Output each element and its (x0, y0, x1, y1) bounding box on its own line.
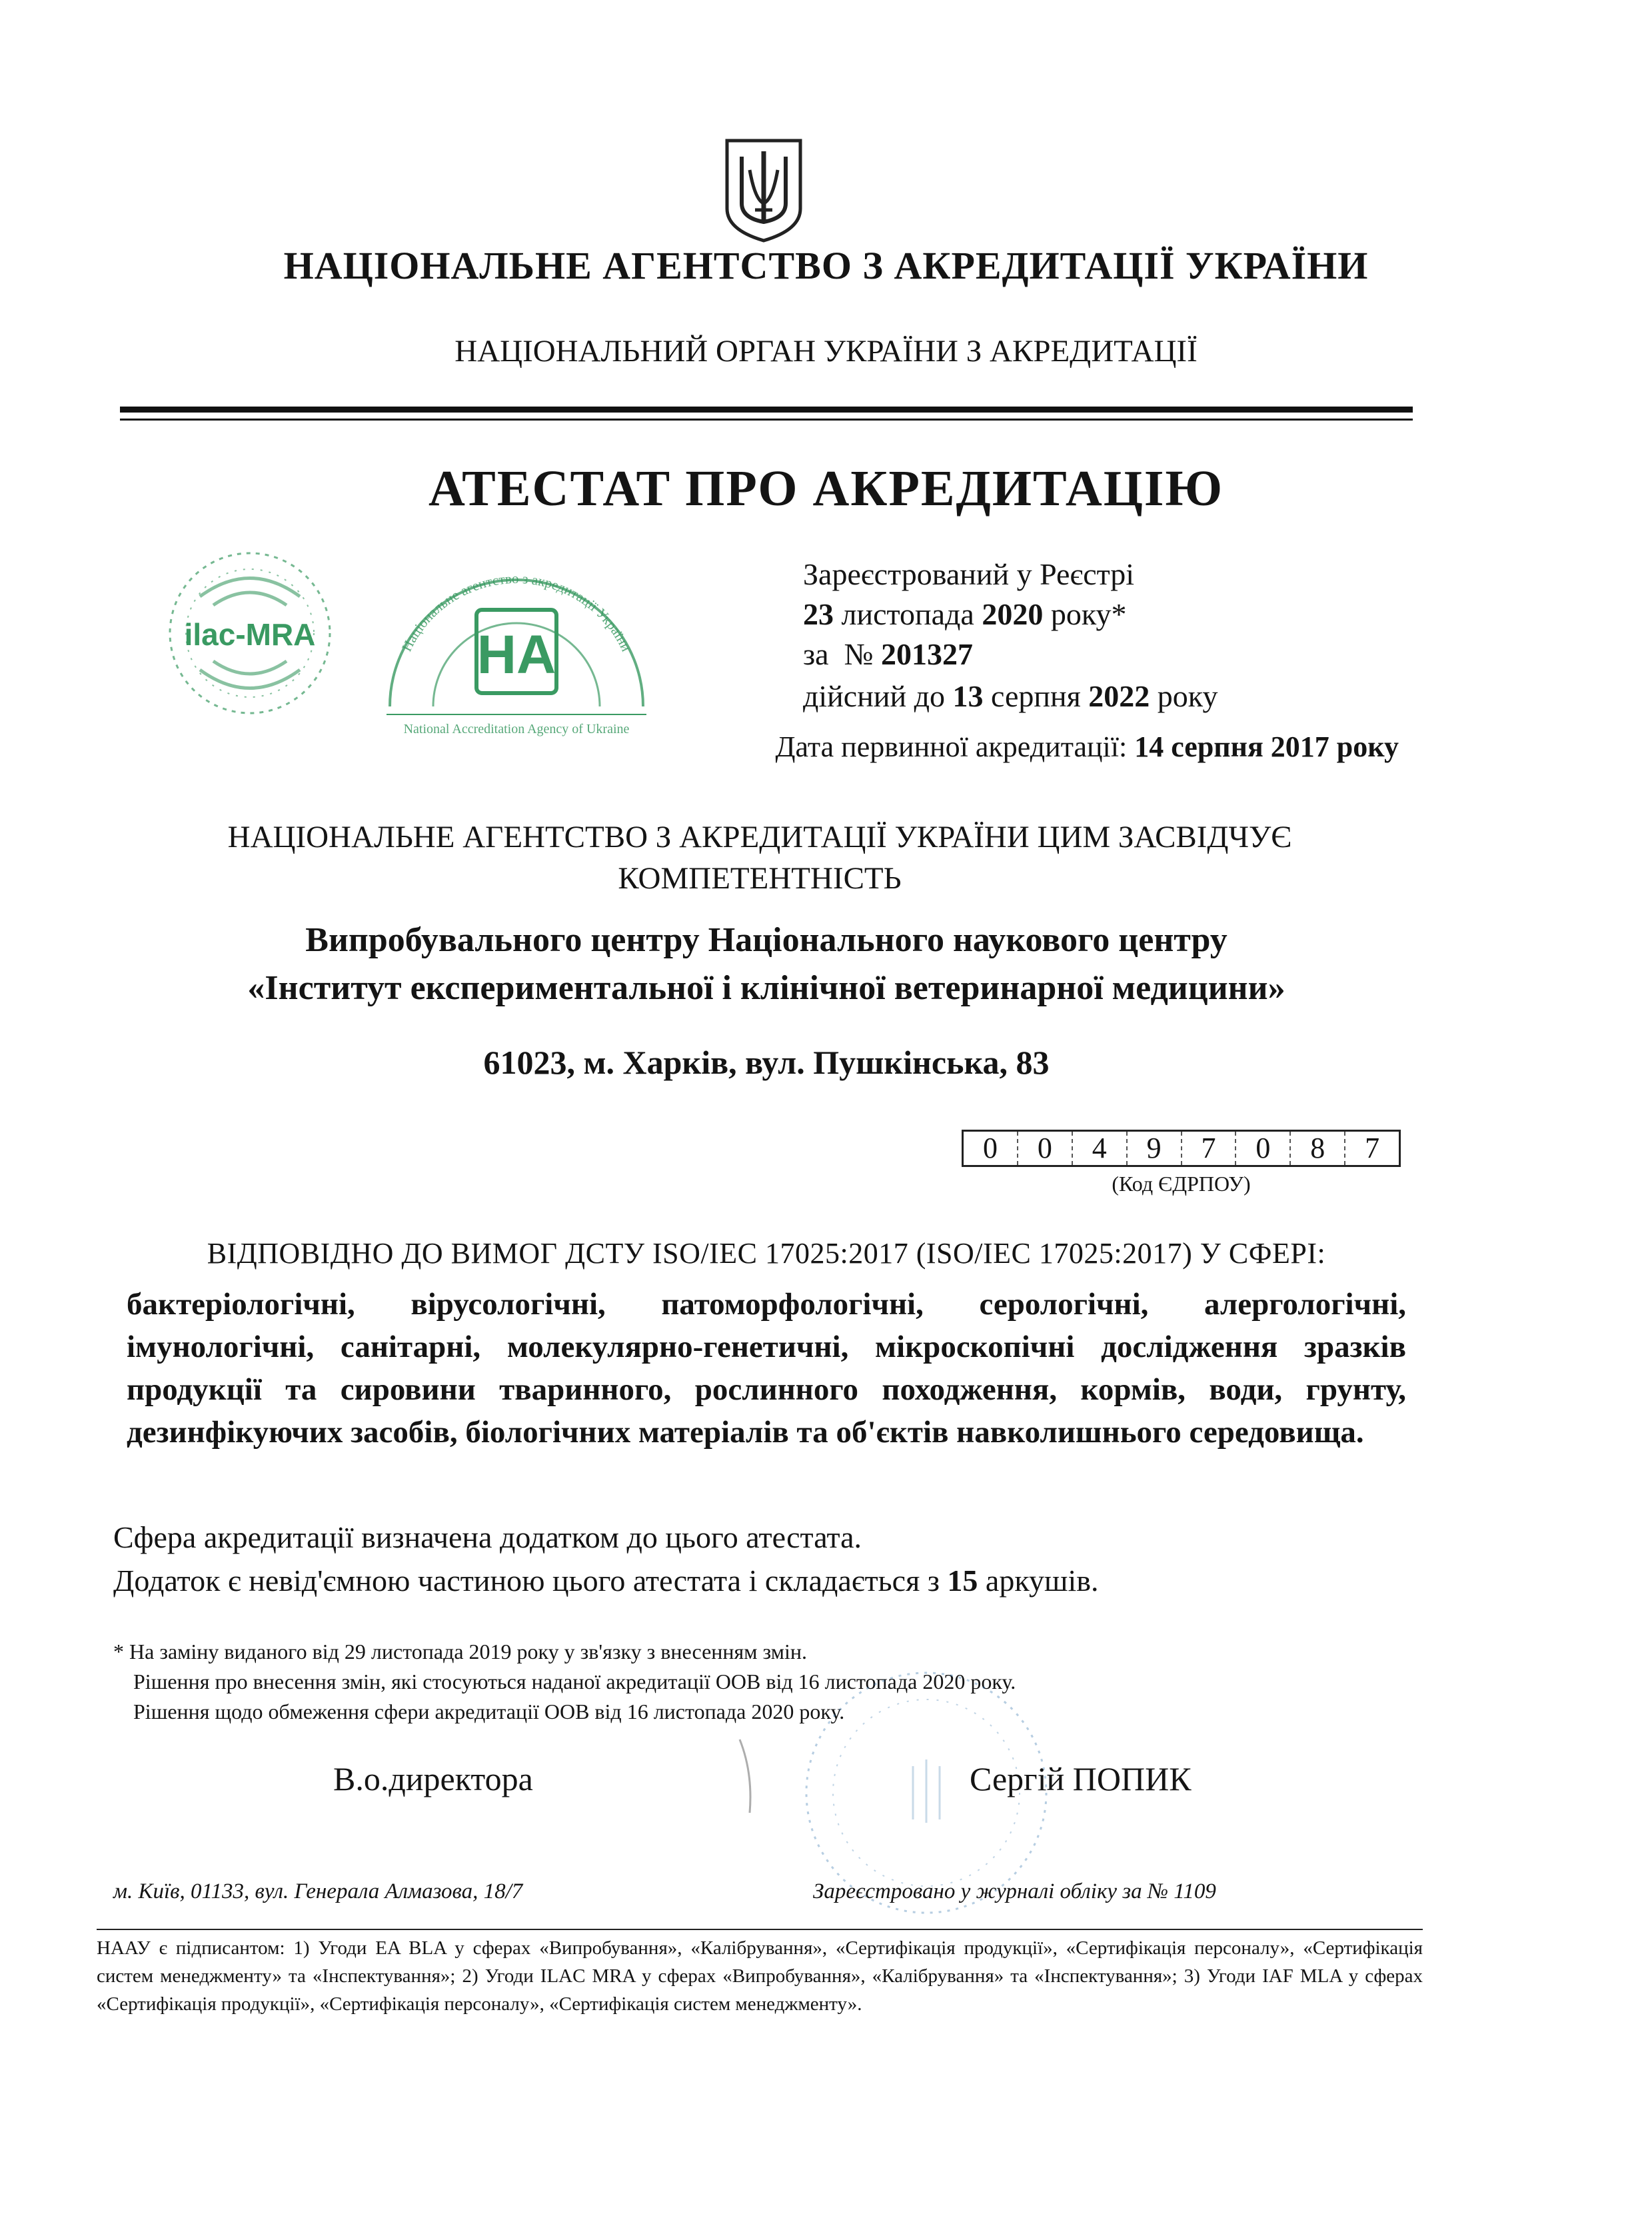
organization-name: Випробувального центру Національного наукового центру «Інститут експериментальної і клінічної ветеринарної медицини» (247, 921, 1285, 1007)
organization-subtitle: НАЦІОНАЛЬНИЙ ОРГАН УКРАЇНИ З АКРЕДИТАЦІЇ (454, 334, 1198, 369)
accreditation-scope: бактеріологічні, вірусологічні, патоморфологічні, серологічні, алергологічні, імунологічні, санітарні, молекулярно-генетичні, мікроскопічні дослідження зразків продукції та сировини тваринного, рослинного походження, кормів, води, грунту, дезинфікуючих засобів, біологічних матеріалів та об'єктів навколишнього середовища. (127, 1287, 1406, 1450)
edrpou-digit: 0 (1018, 1132, 1073, 1165)
naau-logo-mark: НА (476, 624, 556, 685)
edrpou-label: (Код ЄДРПОУ) (1112, 1172, 1251, 1196)
edrpou-digit: 7 (1182, 1132, 1237, 1165)
registration-date: 23 листопада 2020 року* (803, 597, 1127, 631)
document-title: АТЕСТАТ ПРО АКРЕДИТАЦІЮ (428, 461, 1224, 517)
footer-agreements-text: НААУ є підписантом: 1) Угоди EA BLA у сферах «Випробування», «Калібрування», «Сертифікація продукції», «Сертифікація персоналу», «Сертифікація систем менеджменту» та «Інспектування»; 2) Угоди ILAC MRA у сферах «Випробування», «Калібрування» та «Інспектування»; 3) Угоди IAF MLA у сферах «Сертифікація продукції», «Сертифікація персоналу», «Сертифікація систем менеджменту». (97, 1937, 1423, 2015)
annex-statement: Сфера акредитації визначена додатком до цього атестата. (113, 1520, 862, 1554)
signatory-title: В.о.директора (333, 1760, 533, 1797)
annex-sheets-statement: Додаток є невід'ємною частиною цього атестата і складається з 15 аркушів. (113, 1564, 1099, 1598)
registry-line: Зареєстрований у Реєстрі (803, 557, 1135, 591)
edrpou-digit: 7 (1365, 1132, 1380, 1164)
registration-number: за № 201327 (803, 637, 973, 671)
header-divider (120, 407, 1413, 413)
standard-requirement: ВІДПОВІДНО ДО ВИМОГ ДСТУ ISO/IEC 17025:2017 (ISO/IEC 17025:2017) У СФЕРІ: (207, 1237, 1326, 1270)
edrpou-digit: 0 (1236, 1132, 1291, 1165)
footnote: Рішення щодо обмеження сфери акредитації ООВ від 16 листопада 2020 року. (133, 1699, 845, 1723)
footer-divider (97, 1929, 1423, 1930)
edrpou-code-box (962, 1130, 1401, 1167)
ilac-mra-logo-icon (160, 547, 340, 720)
validity-date: дійсний до 13 серпня 2022 року (803, 679, 1218, 713)
issuer-address: м. Київ, 01133, вул. Генерала Алмазова, 18/7 (113, 1879, 523, 1903)
naau-logo-icon (360, 540, 673, 740)
journal-registration: Зареєстровано у журналі обліку за № 1109 (813, 1879, 1216, 1903)
footnote: * На заміну виданого від 29 листопада 2019 року у зв'язку з внесенням змін. (113, 1640, 807, 1664)
organization-title: НАЦІОНАЛЬНЕ АГЕНТСТВО З АКРЕДИТАЦІЇ УКРАЇНИ (283, 244, 1369, 287)
first-accreditation-date: Дата первинної акредитації: 14 серпня 2017 року (775, 730, 1399, 763)
edrpou-digit: 4 (1073, 1132, 1128, 1165)
footnote: Рішення про внесення змін, які стосуються наданої акредитації ООВ від 16 листопада 2020 року. (133, 1670, 1016, 1693)
ilac-logo-text: ilac-MRA (184, 617, 316, 652)
organization-address: 61023, м. Харків, вул. Пушкінська, 83 (483, 1044, 1050, 1081)
edrpou-digit: 8 (1291, 1132, 1345, 1165)
edrpou-digit: 9 (1128, 1132, 1182, 1165)
header-divider-thin (120, 419, 1413, 421)
naau-logo-bottom-text: National Accreditation Agency of Ukraine (403, 722, 630, 736)
certification-statement: НАЦІОНАЛЬНЕ АГЕНТСТВО З АКРЕДИТАЦІЇ УКРАЇНИ ЦИМ ЗАСВІДЧУЄ КОМПЕТЕНТНІСТЬ (227, 820, 1292, 896)
edrpou-digit: 0 (964, 1132, 1018, 1165)
naau-arc-text: Національне агентство з акредитації України (398, 570, 635, 654)
trident-emblem-icon (722, 137, 806, 243)
signatory-name: Сергій ПОПИК (970, 1760, 1192, 1797)
